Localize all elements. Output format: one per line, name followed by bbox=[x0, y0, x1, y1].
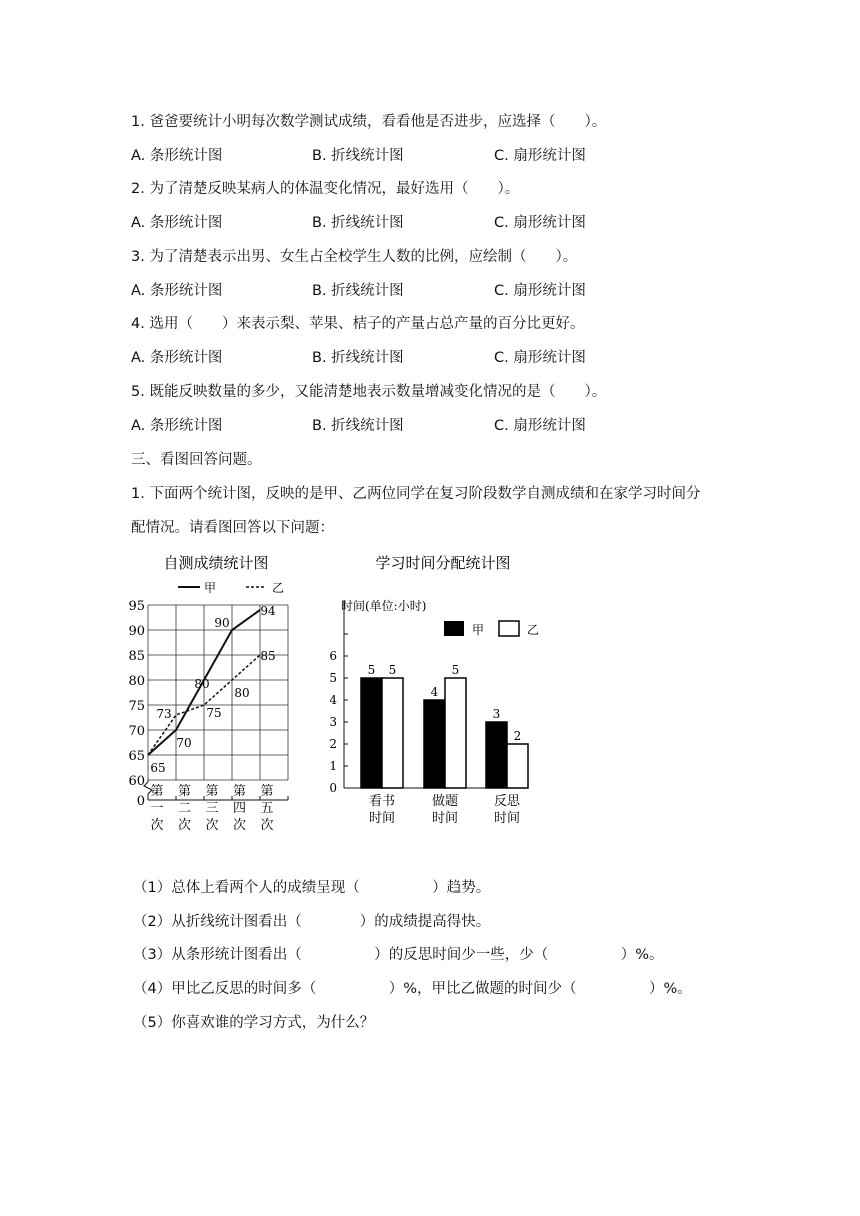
bar-乙 bbox=[382, 678, 403, 788]
x-tick-label: 次 bbox=[150, 818, 164, 833]
y-axis-label: 时间(单位:小时) bbox=[341, 599, 427, 613]
bar-甲 bbox=[486, 722, 507, 788]
x-tick-label: 次 bbox=[260, 818, 274, 833]
options-row-2 bbox=[131, 213, 751, 233]
bar-甲 bbox=[424, 700, 445, 788]
y-tick-label: 60 bbox=[128, 774, 145, 789]
question-4: 4. 选用（ ）来表示梨、苹果、桔子的产量占总产量的百分比更好。 bbox=[131, 316, 585, 332]
x-tick-label: 次 bbox=[177, 818, 192, 833]
x-tick-label: 看书 bbox=[368, 794, 396, 809]
option-c[interactable]: C. 扇形统计图 bbox=[494, 215, 586, 231]
y-tick-label: 2 bbox=[329, 737, 337, 751]
bar-乙 bbox=[445, 678, 466, 788]
option-a[interactable]: A. 条形统计图 bbox=[131, 350, 223, 366]
options-row-3 bbox=[131, 281, 751, 301]
legend-label: 乙 bbox=[272, 581, 285, 595]
options-row-4 bbox=[131, 348, 751, 368]
data-label: 5 bbox=[367, 663, 376, 677]
x-tick-label: 第 bbox=[260, 784, 274, 799]
data-label: 70 bbox=[176, 736, 192, 750]
y-tick-label: 6 bbox=[329, 649, 337, 663]
option-c[interactable]: C. 扇形统计图 bbox=[494, 283, 586, 299]
option-c[interactable]: C. 扇形统计图 bbox=[494, 148, 586, 164]
options-row-1 bbox=[131, 146, 751, 166]
y-tick-label: 70 bbox=[128, 724, 145, 739]
legend-swatch-white bbox=[499, 621, 519, 636]
option-b[interactable]: B. 折线统计图 bbox=[312, 283, 404, 299]
chart-title: 学习时间分配统计图 bbox=[375, 554, 511, 572]
data-label: 5 bbox=[388, 663, 397, 677]
question-3: 3. 为了清楚表示出男、女生占全校学生人数的比例，应绘制（ ）。 bbox=[131, 249, 578, 265]
legend bbox=[444, 621, 539, 637]
section-question-line-2: 配情况。请看图回答以下问题： bbox=[131, 520, 334, 536]
x-tick-label: 次 bbox=[232, 818, 247, 833]
sub-question-5: （5）你喜欢谁的学习方式，为什么？ bbox=[133, 1015, 375, 1031]
y-tick-label: 95 bbox=[128, 599, 145, 614]
y-tick-label: 5 bbox=[329, 671, 337, 685]
y-tick-label: 80 bbox=[128, 674, 145, 689]
options-row-5 bbox=[131, 416, 751, 436]
data-label: 3 bbox=[492, 707, 501, 721]
y-tick-label: 75 bbox=[128, 699, 145, 714]
legend-label: 甲 bbox=[472, 623, 485, 637]
legend-swatch-black bbox=[444, 621, 464, 636]
option-b[interactable]: B. 折线统计图 bbox=[312, 350, 404, 366]
x-tick-label: 做题 bbox=[431, 794, 459, 809]
question-1: 1. 爸爸要统计小明每次数学测试成绩，看看他是否进步，应选择（ ）。 bbox=[131, 114, 607, 130]
data-label: 73 bbox=[156, 707, 172, 721]
x-tick-label: 四 bbox=[232, 801, 247, 816]
score-line-chart bbox=[128, 548, 328, 833]
x-tick-label: 时间 bbox=[493, 811, 521, 826]
x-tick-label: 三 bbox=[205, 801, 219, 816]
data-label: 5 bbox=[451, 663, 460, 677]
x-tick-label: 次 bbox=[205, 818, 219, 833]
y-tick-label: 4 bbox=[329, 693, 337, 707]
option-c[interactable]: C. 扇形统计图 bbox=[494, 418, 586, 434]
legend-label: 乙 bbox=[527, 623, 540, 637]
y-tick-label: 1 bbox=[329, 759, 337, 773]
data-label: 4 bbox=[430, 685, 439, 699]
sub-question-1: （1）总体上看两个人的成绩呈现（ ）趋势。 bbox=[133, 880, 491, 896]
legend-label: 甲 bbox=[204, 581, 217, 595]
sub-question-2: （2）从折线统计图看出（ ）的成绩提高得快。 bbox=[133, 914, 491, 930]
data-label: 2 bbox=[513, 729, 522, 743]
y-tick-label: 85 bbox=[128, 649, 145, 664]
data-label: 80 bbox=[194, 677, 210, 691]
x-tick-label: 一 bbox=[150, 801, 164, 816]
study-time-bar-chart bbox=[323, 548, 553, 833]
legend bbox=[178, 581, 284, 595]
x-tick-label: 第 bbox=[232, 784, 247, 799]
sub-question-4: （4）甲比乙反思的时间多（ ）%，甲比乙做题的时间少（ ）%。 bbox=[133, 981, 692, 997]
option-a[interactable]: A. 条形统计图 bbox=[131, 418, 223, 434]
data-label: 65 bbox=[150, 761, 166, 775]
y-tick-label: 3 bbox=[329, 715, 337, 729]
section-title: 三、看图回答问题。 bbox=[131, 452, 262, 468]
y-tick-label: 90 bbox=[128, 624, 145, 639]
option-c[interactable]: C. 扇形统计图 bbox=[494, 350, 586, 366]
y-tick-label: 65 bbox=[128, 749, 145, 764]
question-2: 2. 为了清楚反映某病人的体温变化情况，最好选用（ ）。 bbox=[131, 181, 520, 197]
bar-乙 bbox=[507, 744, 528, 788]
option-b[interactable]: B. 折线统计图 bbox=[312, 148, 404, 164]
x-tick-label: 第 bbox=[177, 784, 192, 799]
option-b[interactable]: B. 折线统计图 bbox=[312, 215, 404, 231]
question-5: 5. 既能反映数量的多少，又能清楚地表示数量增减变化情况的是（ ）。 bbox=[131, 384, 607, 400]
x-tick-label: 五 bbox=[260, 801, 274, 816]
option-a[interactable]: A. 条形统计图 bbox=[131, 215, 223, 231]
y-tick-label: 0 bbox=[329, 781, 337, 795]
x-tick-label: 第 bbox=[205, 784, 219, 799]
sub-question-3: （3）从条形统计图看出（ ）的反思时间少一些，少（ ）%。 bbox=[133, 947, 664, 963]
option-b[interactable]: B. 折线统计图 bbox=[312, 418, 404, 434]
x-tick-label: 第 bbox=[150, 784, 164, 799]
x-tick-label: 反思 bbox=[493, 794, 521, 809]
option-a[interactable]: A. 条形统计图 bbox=[131, 283, 223, 299]
x-tick-label: 二 bbox=[177, 801, 192, 816]
data-label: 80 bbox=[234, 686, 250, 700]
x-tick-label: 时间 bbox=[368, 811, 396, 826]
y-tick-label: 0 bbox=[136, 794, 145, 809]
chart-title: 自测成绩统计图 bbox=[163, 554, 269, 572]
data-label: 90 bbox=[214, 616, 230, 630]
x-tick-label: 时间 bbox=[431, 811, 459, 826]
section-question-line-1: 1. 下面两个统计图，反映的是甲、乙两位同学在复习阶段数学自测成绩和在家学习时间分 bbox=[131, 486, 701, 502]
data-label: 75 bbox=[206, 706, 222, 720]
bar-甲 bbox=[361, 678, 382, 788]
data-label: 85 bbox=[260, 649, 276, 663]
option-a[interactable]: A. 条形统计图 bbox=[131, 148, 223, 164]
data-label: 94 bbox=[260, 604, 276, 618]
